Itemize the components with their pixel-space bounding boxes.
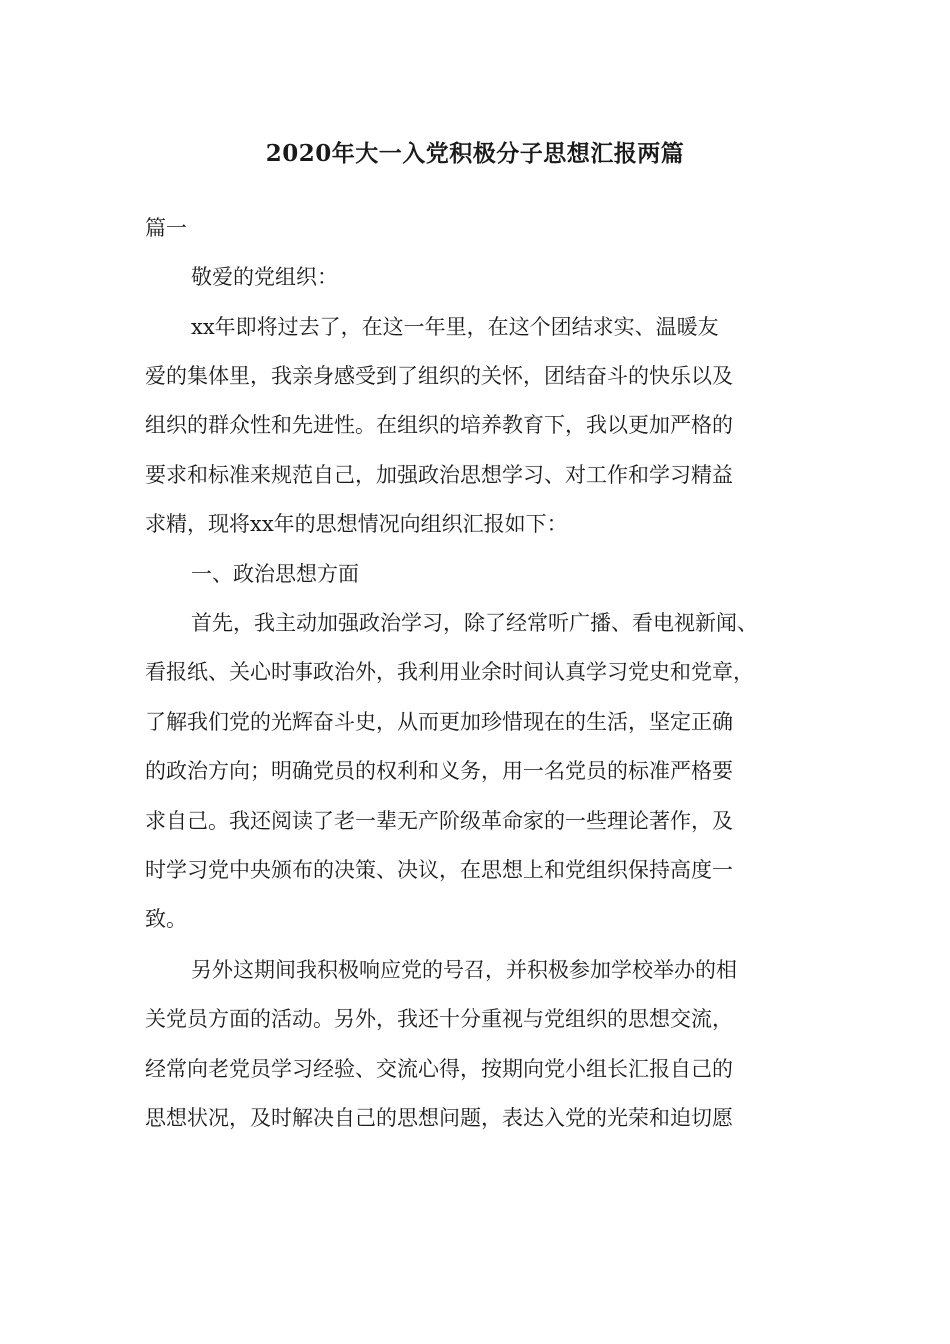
- paragraph-line: 的政治方向；明确党员的权利和义务，用一名党员的标准严格要: [145, 759, 733, 783]
- salutation: 敬爱的党组织：: [191, 265, 338, 289]
- document-title: 2020年大一入党积极分子思想汇报两篇: [265, 140, 685, 167]
- paragraph-line: 另外这期间我积极响应党的号召，并积极参加学校举办的相: [191, 958, 737, 982]
- paragraph-line: 致。: [145, 907, 187, 931]
- paragraph-line: 求精，现将xx年的思想情况向组织汇报如下：: [145, 512, 568, 536]
- paragraph-line: 了解我们党的光辉奋斗史，从而更加珍惜现在的生活，坚定正确: [145, 710, 733, 734]
- paragraph-line: 看报纸、关心时事政治外，我利用业余时间认真学习党史和党章，: [145, 660, 754, 684]
- paragraph-line: 爱的集体里，我亲身感受到了组织的关怀，团结奋斗的快乐以及: [145, 364, 733, 388]
- paragraph-line: 思想状况，及时解决自己的思想问题，表达入党的光荣和迫切愿: [145, 1106, 733, 1130]
- paragraph-line: 要求和标准来规范自己，加强政治思想学习、对工作和学习精益: [145, 463, 733, 487]
- paragraph-line: xx年即将过去了，在这一年里，在这个团结求实、温暖友: [191, 315, 719, 339]
- paragraph-line: 组织的群众性和先进性。在组织的培养教育下，我以更加严格的: [145, 413, 733, 437]
- paragraph-line: 经常向老党员学习经验、交流心得，按期向党小组长汇报自己的: [145, 1057, 733, 1081]
- paragraph-line: 时学习党中央颁布的决策、决议，在思想上和党组织保持高度一: [145, 858, 733, 882]
- paragraph-line: 首先，我主动加强政治学习，除了经常听广播、看电视新闻、: [191, 611, 758, 635]
- section-heading-part-one: 篇一: [145, 216, 187, 240]
- paragraph-line: 关党员方面的活动。另外，我还十分重视与党组织的思想交流，: [145, 1007, 733, 1031]
- subsection-heading: 一、政治思想方面: [191, 562, 359, 586]
- paragraph-line: 求自己。我还阅读了老一辈无产阶级革命家的一些理论著作，及: [145, 809, 733, 833]
